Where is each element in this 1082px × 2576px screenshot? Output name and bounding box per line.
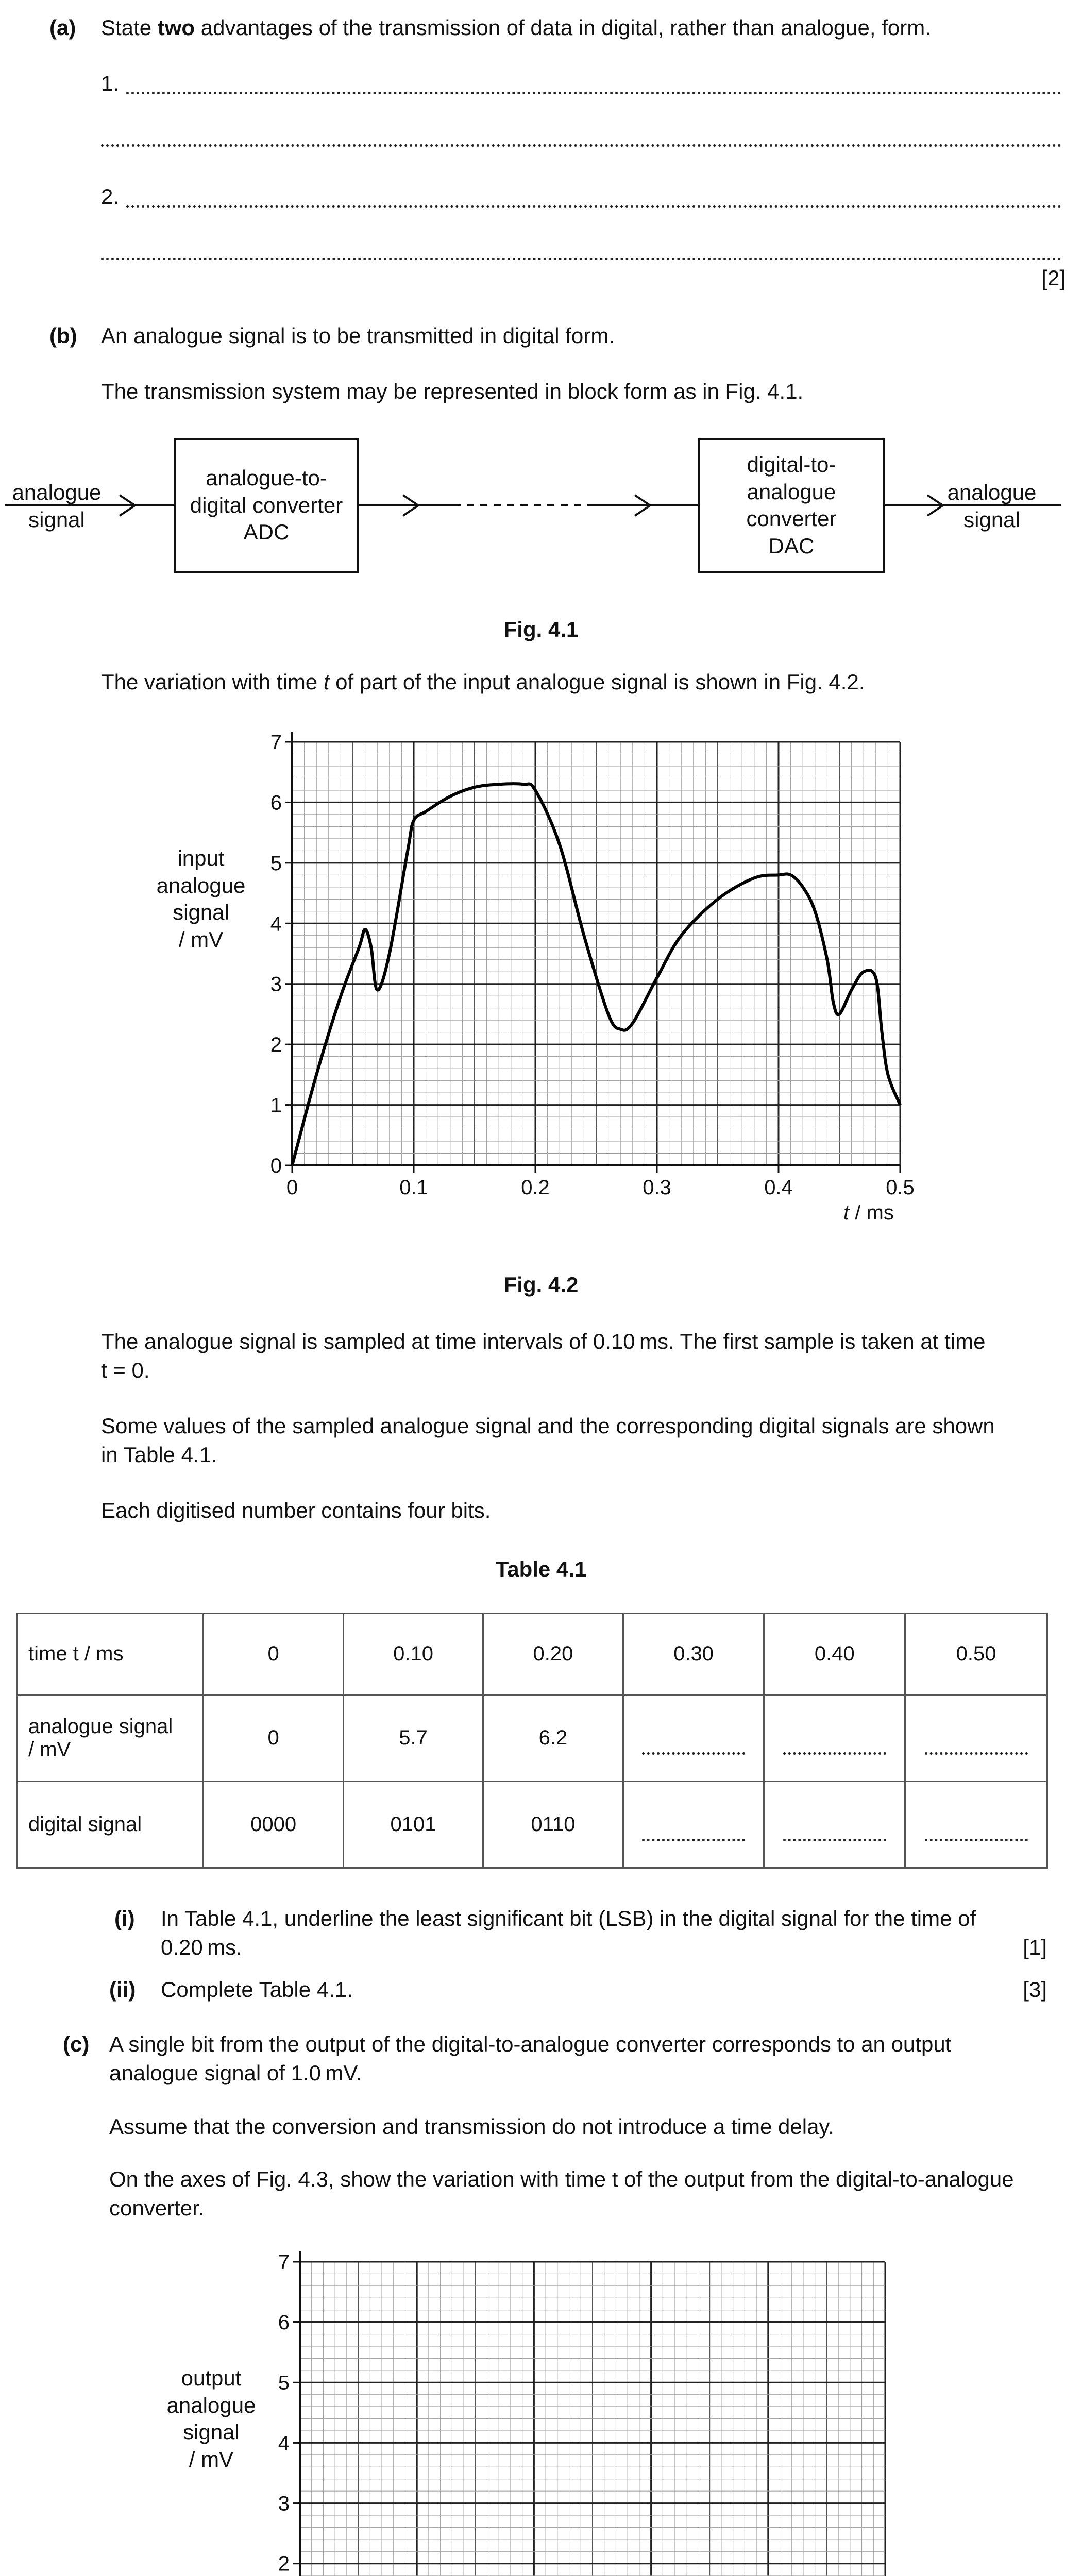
x-axis-label: [843, 1201, 894, 1224]
table-cell-time: 0.10: [343, 1614, 483, 1695]
row-label-line: analogue signal: [28, 1715, 173, 1738]
x-axis-label-unit: / ms: [849, 1201, 894, 1224]
y-tick-label: 2: [270, 1033, 282, 1057]
answer-dots[interactable]: [783, 1752, 886, 1755]
fig42-ylabel-line: input: [177, 846, 225, 870]
answer-item-2-label: 2.: [101, 184, 120, 209]
part-c-instr-line1: On the axes of Fig. 4.3, show the variation with time t of the output from the digital-to-analogue: [109, 2167, 1014, 2191]
table-cell-digital: 0000: [204, 1782, 343, 1868]
part-b-line2: The transmission system may be represented in block form as in Fig. 4.1.: [101, 379, 804, 403]
y-tick-label: 4: [270, 912, 282, 936]
table-cell-analogue: 0: [204, 1695, 343, 1782]
y-tick-label: 4: [278, 2432, 290, 2455]
answer-cell-digital[interactable]: [764, 1782, 905, 1868]
adc-label-line: ADC: [243, 520, 290, 545]
answer-dots[interactable]: [925, 1752, 1028, 1755]
output-label-line: analogue: [947, 480, 1037, 504]
fig42-caption: Fig. 4.2: [503, 1273, 579, 1297]
fig42-chart: [0, 721, 1082, 1226]
sub-ii-text: Complete Table 4.1.: [161, 1977, 353, 2002]
part-a-label: (a): [49, 15, 76, 40]
answer-dots[interactable]: [642, 1752, 745, 1755]
table-row-analogue: [18, 1695, 1047, 1782]
y-tick-label: 7: [270, 731, 282, 754]
answer-cell-digital[interactable]: [623, 1782, 764, 1868]
y-tick-label: 3: [270, 973, 282, 996]
table-cell-time: 0.20: [483, 1614, 623, 1695]
input-label-line: signal: [28, 507, 85, 532]
table-intro-line1: Some values of the sampled analogue signal and the corresponding digital signals are shown: [101, 1414, 995, 1438]
answer-cell-analogue[interactable]: [623, 1695, 764, 1782]
x-tick-label: 0: [286, 1176, 298, 1199]
table-cell-analogue: 5.7: [343, 1695, 483, 1782]
part-c-label: (c): [63, 2032, 90, 2056]
part-c-line1: A single bit from the output of the digital-to-analogue converter corresponds to an output: [109, 2032, 952, 2056]
fig42-ylabel-line: / mV: [178, 927, 224, 952]
sampling-line2: t = 0.: [101, 1358, 150, 1382]
intro-var: t: [323, 670, 330, 694]
table-cell-digital: 0101: [343, 1782, 483, 1868]
table41-caption: Table 4.1: [495, 1557, 587, 1581]
x-tick-label: 0.2: [521, 1176, 550, 1199]
table-cell-time: 0.40: [764, 1614, 905, 1695]
question-emphasis: two: [157, 15, 195, 40]
answer-item-1-label: 1.: [101, 71, 120, 95]
y-tick-label: 6: [278, 2311, 290, 2334]
fig42-ylabel-line: signal: [173, 900, 229, 924]
row-label-line: / mV: [28, 1738, 71, 1761]
marks-b-i: [1]: [1023, 1935, 1047, 1959]
part-c-instr-line2: converter.: [109, 2196, 205, 2220]
answer-line-3[interactable]: [126, 205, 1061, 208]
answer-line-1[interactable]: [126, 92, 1061, 94]
sub-i-label: (i): [114, 1906, 135, 1930]
adc-label-line: digital converter: [190, 493, 343, 517]
fig43-ylabel-line: analogue: [166, 2393, 256, 2417]
table-cell-digital: 0110: [483, 1782, 623, 1868]
dac-label-line: converter: [746, 506, 837, 531]
dac-label-line: digital-to-: [747, 452, 836, 477]
answer-dots[interactable]: [925, 1839, 1028, 1841]
y-tick-label: 6: [270, 791, 282, 815]
fig42-intro: [101, 670, 865, 694]
question-text: State: [101, 15, 158, 40]
x-tick-label: 0.4: [764, 1176, 793, 1199]
fig43-ylabel-line: output: [181, 2366, 242, 2390]
table-cell-time: 0.50: [905, 1614, 1047, 1695]
input-label-line: analogue: [12, 480, 102, 504]
answer-cell-analogue[interactable]: [905, 1695, 1047, 1782]
y-tick-label: 1: [270, 1094, 282, 1117]
table-row-digital: [18, 1782, 1047, 1868]
adc-label-line: analogue-to-: [206, 466, 327, 490]
answer-line-2[interactable]: [101, 144, 1061, 147]
table-row-label: time t / ms: [18, 1614, 204, 1695]
fig42-ylabel-line: analogue: [156, 873, 246, 897]
sub-i-line2: 0.20 ms.: [161, 1935, 242, 1959]
part-a-question: [101, 15, 931, 40]
part-c-line2: analogue signal of 1.0 mV.: [109, 2061, 362, 2085]
part-c-assume: Assume that the conversion and transmission do not introduce a time delay.: [109, 2114, 834, 2139]
answer-dots[interactable]: [642, 1839, 745, 1841]
intro-text: The variation with time: [101, 670, 324, 694]
table-cell-analogue: 6.2: [483, 1695, 623, 1782]
y-tick-label: 5: [270, 852, 282, 875]
part-b-line1: An analogue signal is to be transmitted in digital form.: [101, 324, 615, 348]
marks-b-ii: [3]: [1023, 1977, 1047, 2002]
part-b-label: (b): [49, 324, 77, 348]
y-tick-label: 0: [270, 1155, 282, 1177]
table-4-1: [16, 1613, 1048, 1869]
y-tick-label: 3: [278, 2492, 290, 2515]
fig43-ylabel-line: signal: [183, 2420, 240, 2444]
x-tick-label: 0.3: [643, 1176, 671, 1199]
sub-ii-label: (ii): [109, 1977, 136, 2002]
sampling-line1: The analogue signal is sampled at time intervals of 0.10 ms. The first sample is taken at time: [101, 1329, 986, 1353]
x-tick-label: 0.1: [399, 1176, 428, 1199]
fig43-ylabel-line: / mV: [189, 2447, 234, 2471]
answer-line-4[interactable]: [101, 258, 1061, 260]
dac-label-line: analogue: [747, 479, 836, 504]
table-cell-time: 0.30: [623, 1614, 764, 1695]
dac-label-line: DAC: [768, 533, 815, 558]
fig43-ylabel: [139, 2365, 283, 2473]
table-intro-line2: in Table 4.1.: [101, 1443, 217, 1467]
output-label-line: signal: [963, 507, 1020, 532]
fig41-caption: Fig. 4.1: [503, 617, 579, 641]
table-cell-time: 0: [204, 1614, 343, 1695]
answer-cell-digital[interactable]: [905, 1782, 1047, 1868]
table-row-label: [18, 1695, 204, 1782]
block-diagram-arrows: [0, 438, 1082, 573]
table-row-time: [18, 1614, 1047, 1695]
sub-i-line1: In Table 4.1, underline the least significant bit (LSB) in the digital signal for the time of: [161, 1906, 976, 1930]
y-tick-label: 5: [278, 2371, 290, 2395]
answer-dots[interactable]: [783, 1839, 886, 1841]
marks-a: [2]: [1041, 266, 1066, 290]
fig42-ylabel: [129, 845, 273, 953]
table-row-label: digital signal: [18, 1782, 204, 1868]
answer-cell-analogue[interactable]: [764, 1695, 905, 1782]
intro-text: of part of the input analogue signal is shown in Fig. 4.2.: [329, 670, 865, 694]
y-tick-label: 7: [278, 2251, 290, 2274]
question-text: advantages of the transmission of data in digital, rather than analogue, form.: [195, 15, 931, 40]
y-tick-label: 2: [278, 2552, 290, 2575]
x-tick-label: 0.5: [886, 1176, 915, 1199]
x-axis-label-var: t: [843, 1201, 850, 1224]
bits-line: Each digitised number contains four bits.: [101, 1498, 491, 1522]
